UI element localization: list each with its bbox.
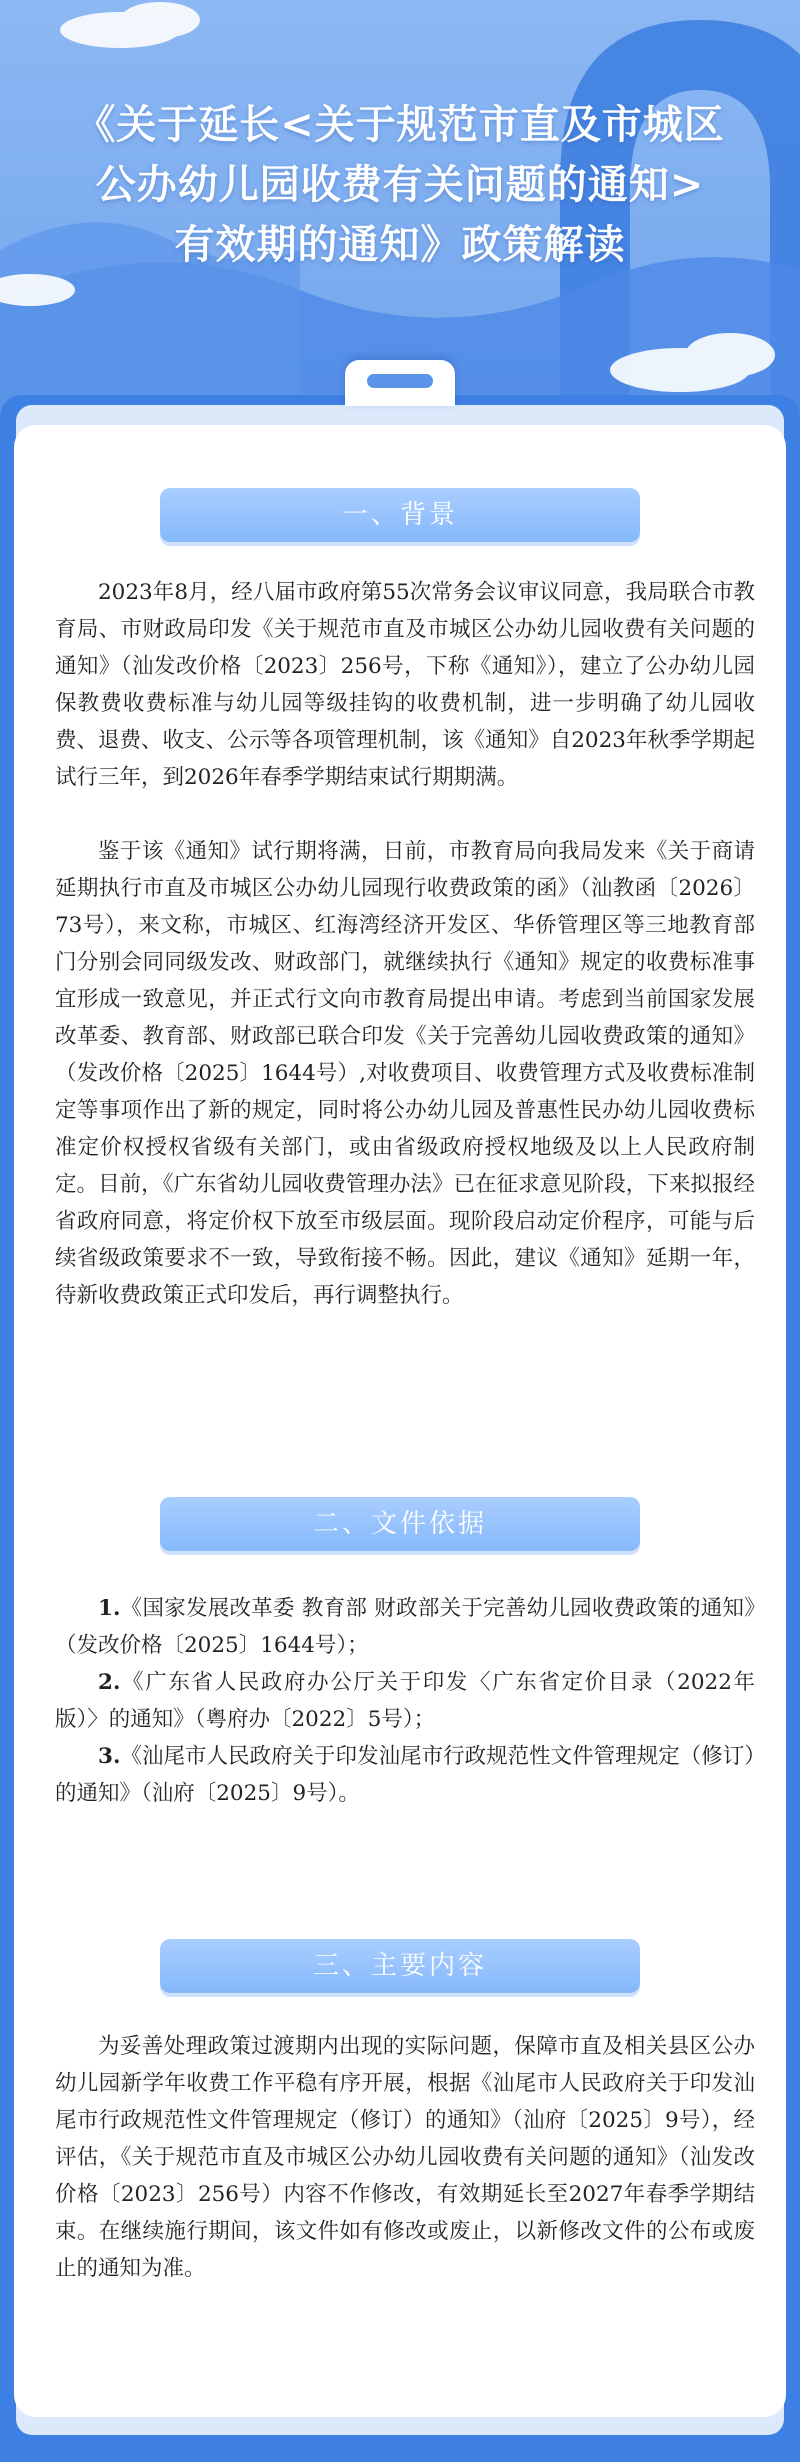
basis-item-text: 《汕尾市人民政府关于印发汕尾市行政规范性文件管理规定（修订）的通知》（汕府〔2025〕9号）。 — [55, 1744, 755, 1806]
title-line-2: 公办幼儿园收费有关问题的通知> — [95, 161, 705, 208]
title-line-1: 《关于延长<关于规范市直及市城区 — [75, 101, 725, 148]
basis-item-3 — [55, 1738, 755, 1812]
basis-item-number: 2. — [98, 1670, 121, 1695]
basis-item-number: 3. — [98, 1744, 121, 1769]
basis-item-2 — [55, 1664, 755, 1738]
section-heading-basis: 二、文件依据 — [160, 1497, 640, 1551]
background-section-body — [55, 574, 755, 1314]
section-heading-background: 一、背景 — [160, 488, 640, 542]
section-heading-main-content: 三、主要内容 — [160, 1939, 640, 1993]
page-title — [40, 95, 760, 275]
clipboard-clip-icon — [345, 360, 455, 406]
background-paragraph-2: 鉴于该《通知》试行期将满，日前，市教育局向我局发来《关于商请延期执行市直及市城区公办幼儿园现行收费政策的函》（汕教函〔2026〕73号），来文称，市城区、红海湾经济开发区、华侨管理区等三地教育部门分别会同同级发改、财政部门，就继续执行《通知》规定的收费标准事宜形成一致意见，并正式行文向市教育局提出申请。考虑到当前国家发展改革委、教育部、财政部已联合印发《关于完善幼儿园收费政策的通知》（发改价格〔2025〕1644号）,对收费项目、收费管理方式及收费标准制定等事项作出了新的规定，同时将公办幼儿园及普惠性民办幼儿园收费标准定价权授权省级有关部门，或由省级政府授权地级及以上人民政府制定。目前，《广东省幼儿园收费管理办法》已在征求意见阶段，下来拟报经省政府同意，将定价权下放至市级层面。现阶段启动定价程序，可能与后续省级政策要求不一致，导致衔接不畅。因此，建议《通知》延期一年，待新收费政策正式印发后，再行调整执行。 — [55, 839, 755, 1308]
basis-item-1 — [55, 1590, 755, 1664]
basis-item-text: 《广东省人民政府办公厅关于印发〈广东省定价目录（2022年版）〉的通知》（粤府办〔2022〕5号）； — [55, 1670, 755, 1732]
background-paragraph-1: 2023年8月，经八届市政府第55次常务会议审议同意，我局联合市教育局、市财政局印发《关于规范市直及市城区公办幼儿园收费有关问题的通知》（汕发改价格〔2023〕256号，下称《通知》），建立了公办幼儿园保教费收费标准与幼儿园等级挂钩的收费机制，进一步明确了幼儿园收费、退费、收支、公示等各项管理机制，该《通知》自2023年秋季学期起试行三年，到2026年春季学期结束试行期期满。 — [55, 580, 755, 790]
main-content-paragraph: 为妥善处理政策过渡期内出现的实际问题，保障市直及相关县区公办幼儿园新学年收费工作平稳有序开展，根据《汕尾市人民政府关于印发汕尾市行政规范性文件管理规定（修订）的通知》（汕府〔2025〕9号），经评估，《关于规范市直及市城区公办幼儿园收费有关问题的通知》（汕发改价格〔2023〕256号）内容不作修改，有效期延长至2027年春季学期结束。在继续施行期间，该文件如有修改或废止，以新修改文件的公布或废止的通知为准。 — [55, 2034, 755, 2281]
main-content-body — [55, 2028, 755, 2287]
basis-item-number: 1. — [98, 1596, 121, 1621]
basis-list — [55, 1590, 755, 1812]
title-line-3: 有效期的通知》政策解读 — [174, 221, 626, 268]
basis-item-text: 《国家发展改革委 教育部 财政部关于完善幼儿园收费政策的通知》（发改价格〔2025〕1644号）； — [55, 1596, 755, 1658]
